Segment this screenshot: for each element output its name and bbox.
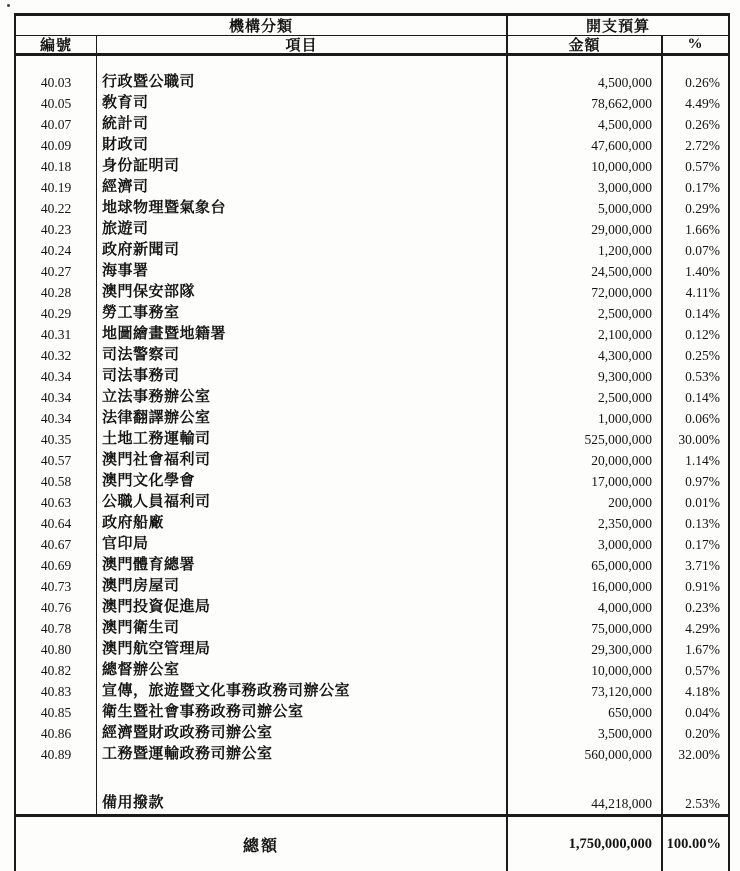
row-id: 40.76 [16, 597, 97, 618]
table-row [16, 450, 728, 471]
row-id: 40.58 [16, 471, 97, 492]
scan-artifact-dot [7, 4, 10, 7]
table-row [16, 345, 728, 366]
row-id: 40.23 [16, 219, 97, 240]
row-pct: 0.29% [685, 201, 720, 216]
row-pct: 0.01% [685, 495, 720, 510]
row-id: 40.09 [16, 135, 97, 156]
table-row [16, 429, 728, 450]
row-pct: 0.53% [685, 369, 720, 384]
row-id: 40.85 [16, 702, 97, 723]
row-amount: 10,000,000 [508, 156, 663, 177]
row-pct: 4.29% [685, 621, 720, 636]
row-item: 公職人員福利司 [97, 492, 508, 513]
row-pct: 0.17% [685, 537, 720, 552]
row-item: 澳門體育總署 [97, 555, 508, 576]
row-item: 旅遊司 [97, 219, 508, 240]
table-row [16, 303, 728, 324]
row-amount: 2,500,000 [508, 387, 663, 408]
row-id: 40.67 [16, 534, 97, 555]
row-amount: 5,000,000 [508, 198, 663, 219]
row-item: 地球物理暨氣象台 [97, 198, 508, 219]
table-row [16, 93, 728, 114]
total-label: 總額 [16, 817, 508, 871]
row-amount: 29,000,000 [508, 219, 663, 240]
table-row [16, 534, 728, 555]
row-amount: 2,350,000 [508, 513, 663, 534]
row-pct: 0.23% [685, 600, 720, 615]
row-pct: 4.18% [685, 684, 720, 699]
table-row [16, 618, 728, 639]
row-amount: 1,200,000 [508, 240, 663, 261]
row-id: 40.03 [16, 72, 97, 93]
row-pct: 1.67% [685, 642, 720, 657]
row-item: 衛生暨社會事務政務司辦公室 [97, 702, 508, 723]
table-row [16, 492, 728, 513]
row-amount: 24,500,000 [508, 261, 663, 282]
table-row [16, 513, 728, 534]
table-row [16, 387, 728, 408]
row-pct: 2.72% [685, 138, 720, 153]
table-row [16, 72, 728, 93]
row-amount: 17,000,000 [508, 471, 663, 492]
row-amount: 44,218,000 [508, 793, 663, 814]
row-pct: 1.40% [685, 264, 720, 279]
table-row [16, 261, 728, 282]
row-pct: 32.00% [678, 747, 720, 762]
row-amount: 1,000,000 [508, 408, 663, 429]
row-id: 40.89 [16, 744, 97, 765]
header-group-classification: 機構分類 [16, 16, 508, 35]
row-pct: 0.04% [685, 705, 720, 720]
row-id [16, 793, 97, 814]
table-row [16, 639, 728, 660]
row-id: 40.73 [16, 576, 97, 597]
row-pct: 2.53% [685, 796, 720, 811]
header-group-expenditure: 開支預算 [585, 19, 650, 35]
row-pct: 0.14% [685, 306, 720, 321]
row-item: 立法事務辦公室 [97, 387, 508, 408]
row-amount: 73,120,000 [508, 681, 663, 702]
table-row [16, 471, 728, 492]
row-item: 澳門投資促進局 [97, 597, 508, 618]
row-amount: 3,000,000 [508, 177, 663, 198]
row-item: 澳門房屋司 [97, 576, 508, 597]
row-item: 身份証明司 [97, 156, 508, 177]
row-item: 澳門保安部隊 [97, 282, 508, 303]
row-id: 40.24 [16, 240, 97, 261]
table-row [16, 114, 728, 135]
row-amount: 560,000,000 [508, 744, 663, 765]
header-col-item: 項目 [97, 36, 508, 53]
row-id: 40.63 [16, 492, 97, 513]
row-pct: 0.91% [685, 579, 720, 594]
row-amount: 650,000 [508, 702, 663, 723]
row-item: 總督辦公室 [97, 660, 508, 681]
row-pct: 30.00% [678, 432, 720, 447]
row-pct: 0.20% [685, 726, 720, 741]
spacer-row [16, 56, 728, 72]
row-amount: 4,500,000 [508, 114, 663, 135]
row-amount: 200,000 [508, 492, 663, 513]
row-pct: 0.26% [685, 117, 720, 132]
row-id: 40.28 [16, 282, 97, 303]
row-amount: 4,000,000 [508, 597, 663, 618]
table-row [16, 219, 728, 240]
row-id: 40.80 [16, 639, 97, 660]
row-id: 40.29 [16, 303, 97, 324]
row-pct: 0.26% [685, 75, 720, 90]
table-row [16, 555, 728, 576]
row-item: 敎育司 [97, 93, 508, 114]
row-pct: 1.66% [685, 222, 720, 237]
table-header-columns [16, 36, 728, 56]
row-id: 40.86 [16, 723, 97, 744]
table-row [16, 240, 728, 261]
row-pct: 4.49% [685, 96, 720, 111]
row-id: 40.27 [16, 261, 97, 282]
table-row [16, 660, 728, 681]
table-body [16, 56, 728, 814]
row-pct: 0.12% [685, 327, 720, 342]
row-id: 40.34 [16, 408, 97, 429]
row-id: 40.19 [16, 177, 97, 198]
budget-table [14, 13, 730, 871]
row-pct: 1.14% [685, 453, 720, 468]
total-pct: 100.00% [666, 835, 721, 852]
row-item: 司法警察司 [97, 345, 508, 366]
row-amount: 78,662,000 [508, 93, 663, 114]
row-item: 地圖繪畫暨地籍署 [97, 324, 508, 345]
row-amount: 4,500,000 [508, 72, 663, 93]
row-id: 40.18 [16, 156, 97, 177]
row-item: 政府新聞司 [97, 240, 508, 261]
table-row [16, 135, 728, 156]
row-amount: 525,000,000 [508, 429, 663, 450]
total-row [16, 814, 728, 871]
row-pct: 0.07% [685, 243, 720, 258]
row-id: 40.64 [16, 513, 97, 534]
row-pct: 0.14% [685, 390, 720, 405]
row-pct: 0.57% [685, 159, 720, 174]
row-item: 財政司 [97, 135, 508, 156]
row-item: 經濟司 [97, 177, 508, 198]
row-item: 司法事務司 [97, 366, 508, 387]
row-id: 40.32 [16, 345, 97, 366]
spacer-row [16, 765, 728, 793]
row-pct: 3.71% [685, 558, 720, 573]
row-amount: 2,500,000 [508, 303, 663, 324]
row-amount: 72,000,000 [508, 282, 663, 303]
table-row [16, 681, 728, 702]
row-amount: 2,100,000 [508, 324, 663, 345]
row-id: 40.22 [16, 198, 97, 219]
row-id: 40.82 [16, 660, 97, 681]
row-id: 40.05 [16, 93, 97, 114]
table-row [16, 177, 728, 198]
row-item: 澳門社會福利司 [97, 450, 508, 471]
row-pct: 0.17% [685, 180, 720, 195]
row-item: 工務暨運輸政務司辦公室 [97, 744, 508, 765]
row-item: 澳門航空管理局 [97, 639, 508, 660]
table-row [16, 744, 728, 765]
row-item: 備用撥款 [97, 793, 508, 814]
row-pct: 4.11% [685, 285, 720, 300]
row-item: 勞工事務室 [97, 303, 508, 324]
row-item: 法律翻譯辦公室 [97, 408, 508, 429]
row-item: 土地工務運輸司 [97, 429, 508, 450]
row-amount: 3,500,000 [508, 723, 663, 744]
row-id: 40.31 [16, 324, 97, 345]
table-row [16, 702, 728, 723]
table-row [16, 324, 728, 345]
row-item: 澳門文化學會 [97, 471, 508, 492]
total-amount: 1,750,000,000 [508, 817, 663, 871]
row-item: 海事署 [97, 261, 508, 282]
header-col-amount: 金額 [508, 36, 663, 53]
row-item: 經濟暨財政政務司辦公室 [97, 723, 508, 744]
table-header-groups [16, 16, 728, 36]
row-pct: 0.97% [685, 474, 720, 489]
row-pct: 0.57% [685, 663, 720, 678]
row-item: 政府船廠 [97, 513, 508, 534]
header-col-pct: % [687, 36, 704, 52]
row-id: 40.35 [16, 429, 97, 450]
row-amount: 65,000,000 [508, 555, 663, 576]
table-row [16, 156, 728, 177]
row-item: 官印局 [97, 534, 508, 555]
table-row [16, 576, 728, 597]
row-id: 40.34 [16, 366, 97, 387]
row-amount: 75,000,000 [508, 618, 663, 639]
table-row [16, 597, 728, 618]
row-pct: 0.25% [685, 348, 720, 363]
table-row [16, 366, 728, 387]
row-item: 澳門衛生司 [97, 618, 508, 639]
header-col-id: 編號 [16, 36, 97, 53]
row-pct: 0.06% [685, 411, 720, 426]
row-amount: 16,000,000 [508, 576, 663, 597]
row-pct: 0.13% [685, 516, 720, 531]
row-amount: 29,300,000 [508, 639, 663, 660]
table-row [16, 723, 728, 744]
row-item: 統計司 [97, 114, 508, 135]
row-amount: 3,000,000 [508, 534, 663, 555]
row-amount: 47,600,000 [508, 135, 663, 156]
row-id: 40.83 [16, 681, 97, 702]
table-row [16, 282, 728, 303]
row-amount: 10,000,000 [508, 660, 663, 681]
row-item: 行政暨公職司 [97, 72, 508, 93]
row-amount: 4,300,000 [508, 345, 663, 366]
reserve-row [16, 793, 728, 814]
row-id: 40.07 [16, 114, 97, 135]
row-id: 40.57 [16, 450, 97, 471]
row-id: 40.34 [16, 387, 97, 408]
row-id: 40.69 [16, 555, 97, 576]
table-row [16, 198, 728, 219]
row-amount: 20,000,000 [508, 450, 663, 471]
row-amount: 9,300,000 [508, 366, 663, 387]
table-row [16, 408, 728, 429]
row-item: 宣傳，旅遊暨文化事務政務司辦公室 [97, 681, 508, 702]
row-id: 40.78 [16, 618, 97, 639]
